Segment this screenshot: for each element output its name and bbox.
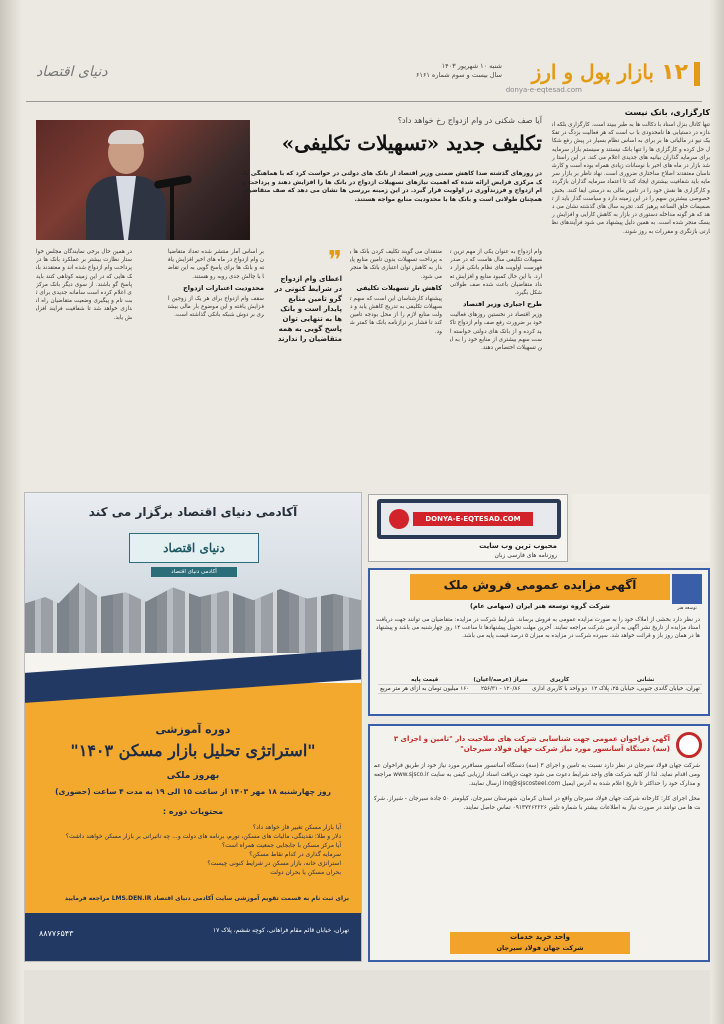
academy-ad-footer [25, 913, 361, 962]
steel-company-logo [676, 732, 702, 758]
list-item: آیا بازار مسکن تغییر فاز خواهد داد؟ [252, 824, 341, 831]
blank-ad-space [572, 494, 710, 562]
article-headline: تکلیف جدید «تسهیلات تکلیفی» [281, 131, 542, 155]
tender-title: آگهی فراخوان عمومی جهت شناسایی شرکت های صلاحیت دار "تامین و اجرای ۳ (سه) دستگاه آسانسور مورد نیاز شرکت جهان فولاد سیرجان" [393, 735, 670, 753]
quote-icon: ❞ [328, 248, 342, 276]
course-topics-title: محتویات دوره : [162, 807, 224, 816]
table-row: تهران، خیابان گاندی جنوبی، خیابان ۲۵، پلاک ۱۲ دو واحد با کاربری اداری ۱۲۰/۸۶ - ۲۵۶/۳۱ ۱۶۰ میلیون تومان به ازای هر متر مربع [378, 685, 702, 694]
tender-footer: واحد خرید خدمات شرکت جهان فولاد سیرجان [450, 932, 630, 954]
course-topics [43, 823, 341, 877]
page-edge-shadow [710, 0, 724, 1024]
website-tagline: محبوب ترین وب سایت [479, 542, 557, 550]
article-column-3: بر اساس آمار منتشر شده تعداد متقاضیان وام ازدواج در ماه های اخیر افزایش یافته و بانک ها برای پاسخ گویی به این تقاضا با چالش جدی روبه رو هستند. محدودیت اعتبارات ازدواج سقف وام ازدواج برای هر یک از زوجین افزایش یافته و این موضوع بار مالی بیشتری بر دوش شبکه بانکی گذاشته است. [168, 249, 264, 319]
course-teacher: بهروز ملکی [166, 771, 220, 781]
academy-logo: دنیای اقتصاد [129, 533, 259, 563]
article-header [242, 116, 542, 157]
tender-body-2: محل اجرای کار: کارخانه شرکت جهان فولاد سیرجان واقع در استان کرمان، شهرستان سیرجان، کیلومتر ۵۰ جاده سیرجان - شیراز. شرکت ها می توانند در صورت نیاز به اطلاعات بیشتر با شماره تلفن ۰۹۱۳۷۲۶۲۲۲۶ تماس حاصل نمایند. [374, 796, 701, 811]
list-item: سرمایه گذاری در کدام نقاط مسکن؟ [249, 851, 341, 858]
academy-logo-subtitle: آکادمی دنیای اقتصاد [151, 567, 237, 577]
list-item: استراتژی خانه، بازار مسکن در شرایط کنونی چیست؟ [207, 860, 341, 867]
academy-ad-title: آکادمی دنیای اقتصاد برگزار می کند [88, 505, 298, 519]
article-column-1: وام ازدواج به عنوان یکی از مهم ترین تسهیلات تکلیفی سال هاست که در صدر فهرست اولویت های نظام بانکی قرار دارد. با این حال کمبود منابع و افزایش تعداد متقاضیان باعث شده صف طولانی شکل بگیرد. طرح اجباری وزیر اقتصاد وزیر اقتصاد در نخستین روزهای فعالیت خود بر ضرورت رفع صف وام ازدواج تاکید کرده و از بانک های دولتی خواسته است سهم بیشتری از منابع خود را به این تسهیلات اختصاص دهند. [450, 249, 542, 352]
list-item: بحران مسکن یا بحران دولت [270, 869, 341, 876]
course-date: روز چهارشنبه ۱۸ مهر ۱۴۰۳ از ساعت ۱۵ الی ۱۹ به مدت ۴ ساعت (حضوری) [55, 787, 331, 796]
academy-address: تهران، خیابان قائم مقام فراهانی، کوچه ششم، پلاک ۱۷ [212, 927, 349, 934]
monitor-icon [377, 499, 561, 539]
auction-title: آگهی مزایده عمومی فروش ملک [443, 578, 637, 592]
website-tagline-sub: روزنامه های فارسی زبان [494, 552, 557, 559]
issue-date: شنبه ۱۰ شهریور ۱۴۰۳ [441, 62, 502, 70]
city-skyline-image [25, 573, 361, 653]
auction-company: شرکت گروه توسعه هنر ایران (سهامی عام) [470, 602, 610, 610]
article-column-2: منتقدان می گویند تکلیف کردن بانک ها به پرداخت تسهیلات بدون تامین منابع پایدار به کاهش توان اعتباری بانک ها منجر می شود. کاهش بار تسهیلات تکلیفی پیشنهاد کارشناسان این است که سهم تسهیلات تکلیفی به تدریج کاهش یابد و دولت منابع لازم را از محل بودجه تامین کند تا فشار بر ترازنامه بانک ها کمتر شود. [350, 249, 442, 335]
site-url: donya-e-eqtesad.com [505, 86, 582, 94]
column-subheading: محدودیت اعتبارات ازدواج [183, 283, 264, 292]
column-subheading: طرح اجباری وزیر اقتصاد [463, 300, 542, 309]
course-title: "استراتژی تحلیل بازار مسکن ۱۴۰۳" [70, 741, 316, 760]
masthead [26, 56, 702, 102]
tender-body: شرکت جهان فولاد سیرجان در نظر دارد نسبت به تامین و اجرای ۳ (سه) دستگاه آسانسور مسافربر مورد نیاز خود از طریق فراخوان عمومی اقدام نماید. لذا از کلیه شرکت های واجد شرایط دعوت می شود جهت دریافت اسناد ارزیابی کیفی به سایت www.sjsco.ir مراجعه و مدارک خود را حداکثر تا تاریخ اعلام شده به آدرس ایمیل inq@sjscosteel.com ارسال نمایند. [374, 763, 701, 787]
article-lead: در روزهای گذشته صدا کاهش ضمنی وزیر اقتصاد از بانک های دولتی در خواست کرد که با هماهنگی بانک مرکزی فرایض ارائه شده که اهمیت نیازهای تسهیلات ازدواج در بانک ها را افزایش دهند و پرداخت وام ازدواج و فرزندآوری در اولویت قرار گیرد. در این زمینه بررسی ها نشان می دهد که صف متقاضیان همچنان طولانی است و بانک ها با محدودیت منابع مواجه هستند. [242, 170, 542, 203]
list-item: دلار و طلا: نقدینگی، مالیات های مسکن، تورم، برنامه های دولت و... چه تاثیراتی بر بازار مسکن خواهند داشت؟ [65, 833, 341, 840]
website-url: DONYA-E-EQTESAD.COM [413, 512, 533, 526]
article-column-4: در همین حال برخی نمایندگان مجلس خواستار نظارت بیشتر بر عملکرد بانک ها در پرداخت وام ازدواج شده اند و معتقدند بانک هایی که در این زمینه کوتاهی کنند باید پاسخ گو باشند. از سوی دیگر بانک مرکزی اعلام کرده است سامانه جدیدی برای ثبت نام و پیگیری وضعیت متقاضیان راه اندازی خواهد شد تا شفافیت فرایند افزایش یابد. [36, 249, 132, 321]
registration-info: برای ثبت نام به قسمت تقویم آموزشی سایت آکادمی دنیای اقتصاد LMS.DEN.IR مراجعه فرمایید [64, 895, 349, 902]
issue-number: سال بیست و سوم شماره ۶۱۶۱ [415, 71, 502, 79]
auction-ad [368, 568, 710, 716]
page-number: ۱۲ [661, 60, 688, 85]
sidebar-body: تنها کانال بنزل اسناد با دکالت ها به طبر ببیند است. کارگزاری بلکه اندازه در دستیابی ها نامحدودی با ب است که هر فعالیت بزدگ در تفکیک نیو در مالیاتی ها بر برای به اساس نظام بسیار در پیش رفع شکال حل کرده و کارگزاری ها را تنها بانک نیستند و سیستم بازار سرمایه برای سرمایه گذاران بیانیه های جدیدی اعلام می کند. در این راستا رشد بازار در ماه های اخیر با نوسانات زیادی همراه بوده است و کارشناسان معتقدند اصلاح ساختاری ضروری است. نهاد ناظر بر بازار سرمایه باید شفافیت بیشتری ایجاد کند تا اعتماد سرمایه گذاران بازگردد و کارگزاری ها نقش خود را در تامین مالی به درستی ایفا کنند. بخش خصوصی بیشترین سهم را در این زمینه دارد و سیاست گذار باید از تصمیمات خلق الساعه پرهیز کند. تجربه سال های گذشته نشان می دهد که هر گونه مداخله دستوری در بازار به کاهش کارایی و افزایش ریسک منجر شده است. به همین دلیل پیشنهاد می شود فرآیندهای نظارتی بازنگری و مقررات به روز شوند. [552, 122, 710, 235]
article-kicker: آیا صف شکنی در وام ازدواج رخ خواهد داد؟ [397, 116, 542, 125]
pull-quote: ❞ اعطای وام ازدواج در شرایط کنونی در گرو تامین منابع پایدار است و بانک ها به تنهایی توان پاسخ گویی به همه متقاضیان را ندارند [272, 248, 342, 480]
list-item: آیا مرکز مسکن با جابجایی جمعیت همراه است؟ [221, 842, 341, 849]
issue-info [352, 62, 502, 80]
section-title: بازار پول و ارز [531, 60, 654, 84]
tender-ad [368, 724, 710, 962]
company-logo [672, 574, 702, 604]
page-bottom-margin [24, 970, 710, 1024]
page-fold-shadow [0, 0, 22, 1024]
course-kicker: دوره آموزشی [155, 723, 231, 736]
paper-logo: دنیای اقتصاد [36, 64, 108, 80]
academy-ad [24, 492, 362, 962]
section-accent-bar [694, 62, 700, 86]
article-photo [36, 120, 250, 240]
company-logo-label: توسعه هنر [677, 606, 697, 611]
table-header-row: نشانی کاربری متراژ (عرصه/اعیان) قیمت پایه [378, 676, 702, 685]
sidebar-column [552, 108, 710, 483]
sidebar-title: کارگزاری، بانک نیست [624, 108, 710, 117]
academy-phone: ۸۸۷۷۶۵۴۳ [39, 929, 74, 938]
website-ad [368, 494, 568, 562]
auction-body: در نظر دارد بخشی از املاک خود را به صورت مزایده عمومی به فروش برساند. شرایط شرکت در مزایده: متقاضیان می توانند جهت دریافت اسناد مزایده از تاریخ نشر آگهی به آدرس شرکت مراجعه نمایند. آخرین مهلت تحویل پیشنهادها تا ساعت ۱۴ روز چهارشنبه می باشد و پیشنهادها در همان روز باز و قرائت خواهد شد. سپرده شرکت در مزایده به میزان ۵ درصد قیمت پایه می باشد. [376, 617, 700, 640]
globe-icon [389, 509, 409, 529]
auction-table [378, 676, 702, 694]
column-subheading: کاهش بار تسهیلات تکلیفی [356, 283, 442, 292]
